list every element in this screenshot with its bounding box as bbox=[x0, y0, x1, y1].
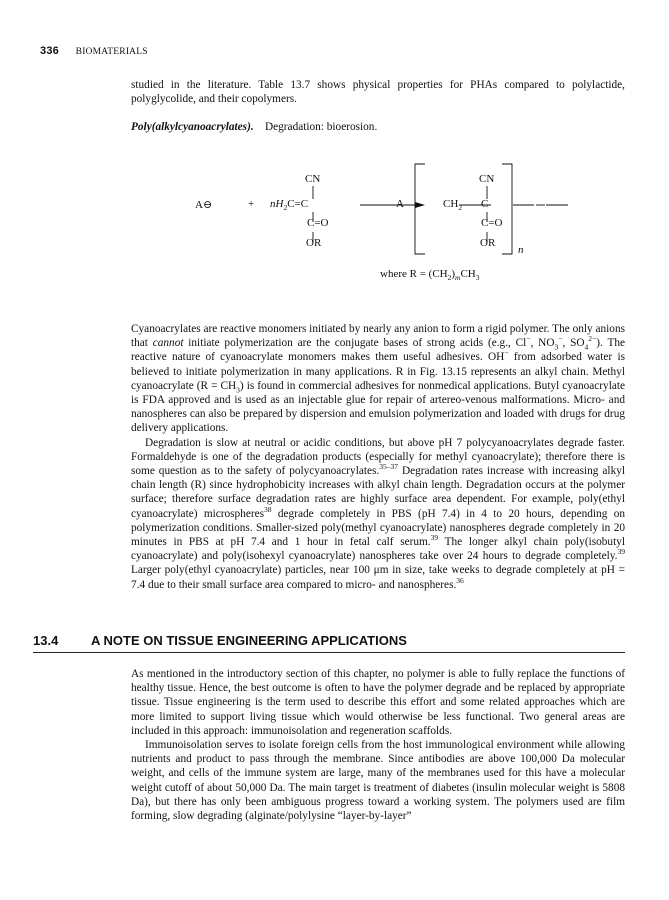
subheading-title: Poly(alkylcyanoacrylates). bbox=[131, 121, 254, 133]
section-number: 13.4 bbox=[33, 633, 59, 648]
left-bracket bbox=[415, 164, 425, 254]
subheading-text: Degradation: bioerosion. bbox=[264, 121, 378, 133]
monomer-formula: $nH_2C=C$ bbox=[270, 198, 309, 213]
monomer-cn: CN bbox=[305, 173, 321, 185]
subheading-row bbox=[131, 121, 377, 133]
where-line: where $R = (CH_2)_mCH_3$ bbox=[380, 268, 480, 283]
product-cn: CN bbox=[479, 173, 495, 185]
arrow-head bbox=[415, 202, 425, 208]
product-ch2: $CH_2$ bbox=[443, 198, 463, 213]
running-title: BIOMATERIALS bbox=[75, 47, 148, 57]
reaction-scheme-lines bbox=[160, 162, 620, 272]
product-a: A bbox=[396, 198, 404, 210]
intro-text: studied in the literature. Table 13.7 shows physical properties for PHAs compared to polylactide, polyglycolide, and their copolymers. bbox=[131, 79, 625, 106]
section-heading bbox=[33, 633, 625, 653]
product-or: OR bbox=[480, 237, 496, 249]
running-head bbox=[40, 45, 148, 57]
paragraph-2: Degradation is slow at neutral or acidic conditions, but above pH 7 polycyanoacrylates degrade faster. Formaldehyde is one of the degradation products (especially for methyl cyanoacrylate); therefore there is some question as to the safety of polycyanoacrylates.$^{35-37}$ Degradation rates increase with increasing alkyl chain length (R) since hydrophobicity increases with alkyl chain length. Degradation occurs at the polymer surface; therefore surface degradation rates are highly surface area dependent. For example, poly(ethyl cyanoacrylate) microspheres$^{38}$ degrade completely in PBS (pH 7.4) in 4 to 20 hours, depending on polymerization conditions. Smaller-sized poly(methyl cyanoacrylate) nanospheres degrade completely in 20 minutes in PBS at pH 7.4 and 1 hour in fetal calf serum.$^{39}$ The longer alkyl chain poly(isobutyl cyanoacrylate) and poly(isohexyl cyanoacrylate) nanospheres take over 24 hours to degrade completely.$^{39}$ Larger poly(ethyl cyanoacrylate) particles, near 100 μm in size, take weeks to degrade completely at pH = 7.4 due to their small surface area compared to micro- and nanospheres.$^{36}$ bbox=[131, 436, 626, 591]
paragraph-3: As mentioned in the introductory section of this chapter, no polymer is able to fully replace the functions of healthy tissue. Hence, the best outcome is often to have the polymer degrade and be replaced by appropriate tissue. Tissue engineering is the term used to describe this effort and some related approaches which are more limited to support living tissue which would otherwise be less functional. Two general areas are included in this approach: immunoisolation and regeneration scaffolds. bbox=[131, 668, 625, 737]
product-carbonyl: C=O bbox=[481, 217, 503, 229]
plus-sign: + bbox=[248, 198, 255, 210]
monomer-or: OR bbox=[306, 237, 322, 249]
tissue-engineering-body bbox=[131, 667, 625, 823]
repeat-n: n bbox=[518, 244, 524, 256]
product-c: C bbox=[481, 198, 489, 210]
monomer-carbonyl: C=O bbox=[307, 217, 329, 229]
paragraph-1: Cyanoacrylates are reactive monomers initiated by nearly any anion to form a rigid polymer. The only anions that cannot initiate polymerization are the conjugate bases of strong acids (e.g., Cl−, $NO_3^-$, $SO_4^{2-}$). The reactive nature of cyanoacrylate monomers makes them useful adhesives. OH− from adsorbed water is believed to initiate polymerization in many applications. R in Fig. 13.15 represents an alkyl chain. Methyl cyanoacrylate $(R = CH_3)$ is found in commercial adhesives for nonmedical applications. Butyl cyanoacrylate is FDA approved and is used as an injectable glue for repair of artereo-venous malformations. Micro- and nanospheres can also be prepared by dispersion and emulsion polymerization and loaded with drugs for drug delivery applications. bbox=[131, 323, 626, 435]
cyanoacrylate-body bbox=[131, 322, 625, 592]
anion-label: A⊖ bbox=[195, 199, 213, 211]
intro-paragraph bbox=[131, 78, 625, 106]
paragraph-4: Immunoisolation serves to isolate foreign cells from the host immunological environment while allowing nutrients and product to pass through the membrane. Since antibodies are above 100,000 Da molecular weight, and cells of the immune system are large, many of the membranes used for this have a molecular weight cutoff of about 50,000 Da. The main target is treatment of diabetes (insulin molecular weight is 5808 Da), but there has only been ambiguous progress toward a working system. The polymers used are film forming, slow degrading (alginate/polylysine “layer-by-layer” bbox=[131, 739, 625, 823]
page-number: 336 bbox=[40, 45, 59, 57]
right-bracket bbox=[502, 164, 512, 254]
section-title: A NOTE ON TISSUE ENGINEERING APPLICATIONS bbox=[91, 633, 407, 648]
